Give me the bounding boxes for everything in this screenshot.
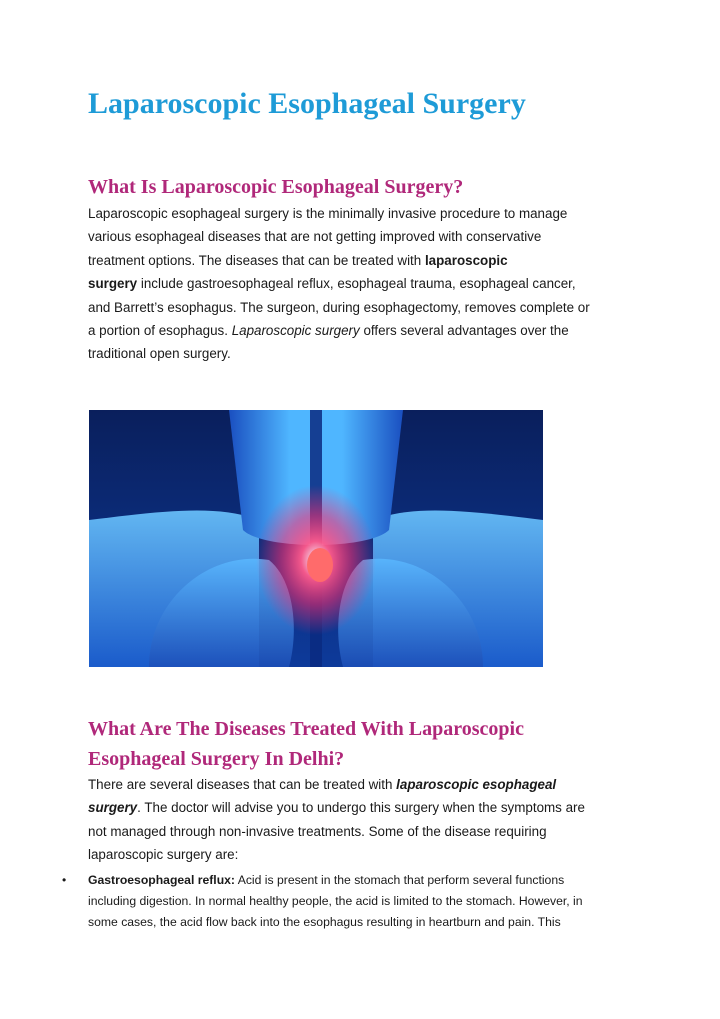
bullet-line: including digestion. In normal healthy people, the acid is limited to the stomach. However, in: [88, 894, 583, 908]
bullet-term: Gastroesophageal reflux:: [88, 873, 235, 887]
page-title: Laparoscopic Esophageal Surgery: [88, 87, 526, 120]
diseases-bullet-list: [58, 870, 658, 933]
bold-italic-keyword: laparoscopic esophageal: [396, 777, 557, 792]
bullet-icon: •: [62, 873, 67, 887]
paragraph-line: laparoscopic surgery are:: [88, 847, 239, 863]
paragraph-line: a portion of esophagus. Laparoscopic surgery offers several advantages over the: [88, 323, 569, 339]
paragraph-line: various esophageal diseases that are not getting improved with conservative: [88, 229, 542, 245]
bold-keyword: laparoscopic: [424, 252, 508, 268]
paragraph-line: traditional open surgery.: [88, 346, 231, 362]
section-intro-paragraph: [88, 202, 648, 366]
bold-keyword: surgery: [88, 276, 138, 292]
paragraph-line: surgery include gastroesophageal reflux, esophageal trauma, esophageal cancer,: [88, 276, 576, 292]
bold-italic-keyword: surgery: [88, 800, 138, 816]
esophagus-illustration: [89, 410, 543, 667]
paragraph-line: treatment options. The diseases that can be treated with laparoscopic: [88, 252, 508, 268]
paragraph-line: Laparoscopic esophageal surgery is the minimally invasive procedure to manage: [88, 206, 568, 221]
diseases-intro-paragraph: [88, 773, 648, 867]
italic-keyword: Laparoscopic surgery: [231, 323, 360, 339]
tumor-mass: [307, 548, 333, 582]
paragraph-line: and Barrett’s esophagus. The surgeon, during esophagectomy, removes complete or: [88, 299, 590, 315]
section-heading-diseases-treated: What Are The Diseases Treated With Laparoscopic Esophageal Surgery In Delhi?: [88, 718, 524, 770]
paragraph-line: surgery. The doctor will advise you to undergo this surgery when the symptoms are: [88, 800, 585, 816]
bullet-line: Gastroesophageal reflux: Acid is present in the stomach that perform several functions: [88, 873, 565, 887]
paragraph-line: not managed through non-invasive treatments. Some of the disease requiring: [88, 823, 547, 839]
list-item: [58, 870, 658, 933]
section-heading-what-is: What Is Laparoscopic Esophageal Surgery?: [88, 176, 464, 198]
esophagus-illustration-svg: [89, 410, 543, 667]
paragraph-line: There are several diseases that can be treated with laparoscopic esophageal: [88, 777, 557, 792]
bullet-line: some cases, the acid flow back into the esophagus resulting in heartburn and pain. This: [88, 915, 561, 929]
